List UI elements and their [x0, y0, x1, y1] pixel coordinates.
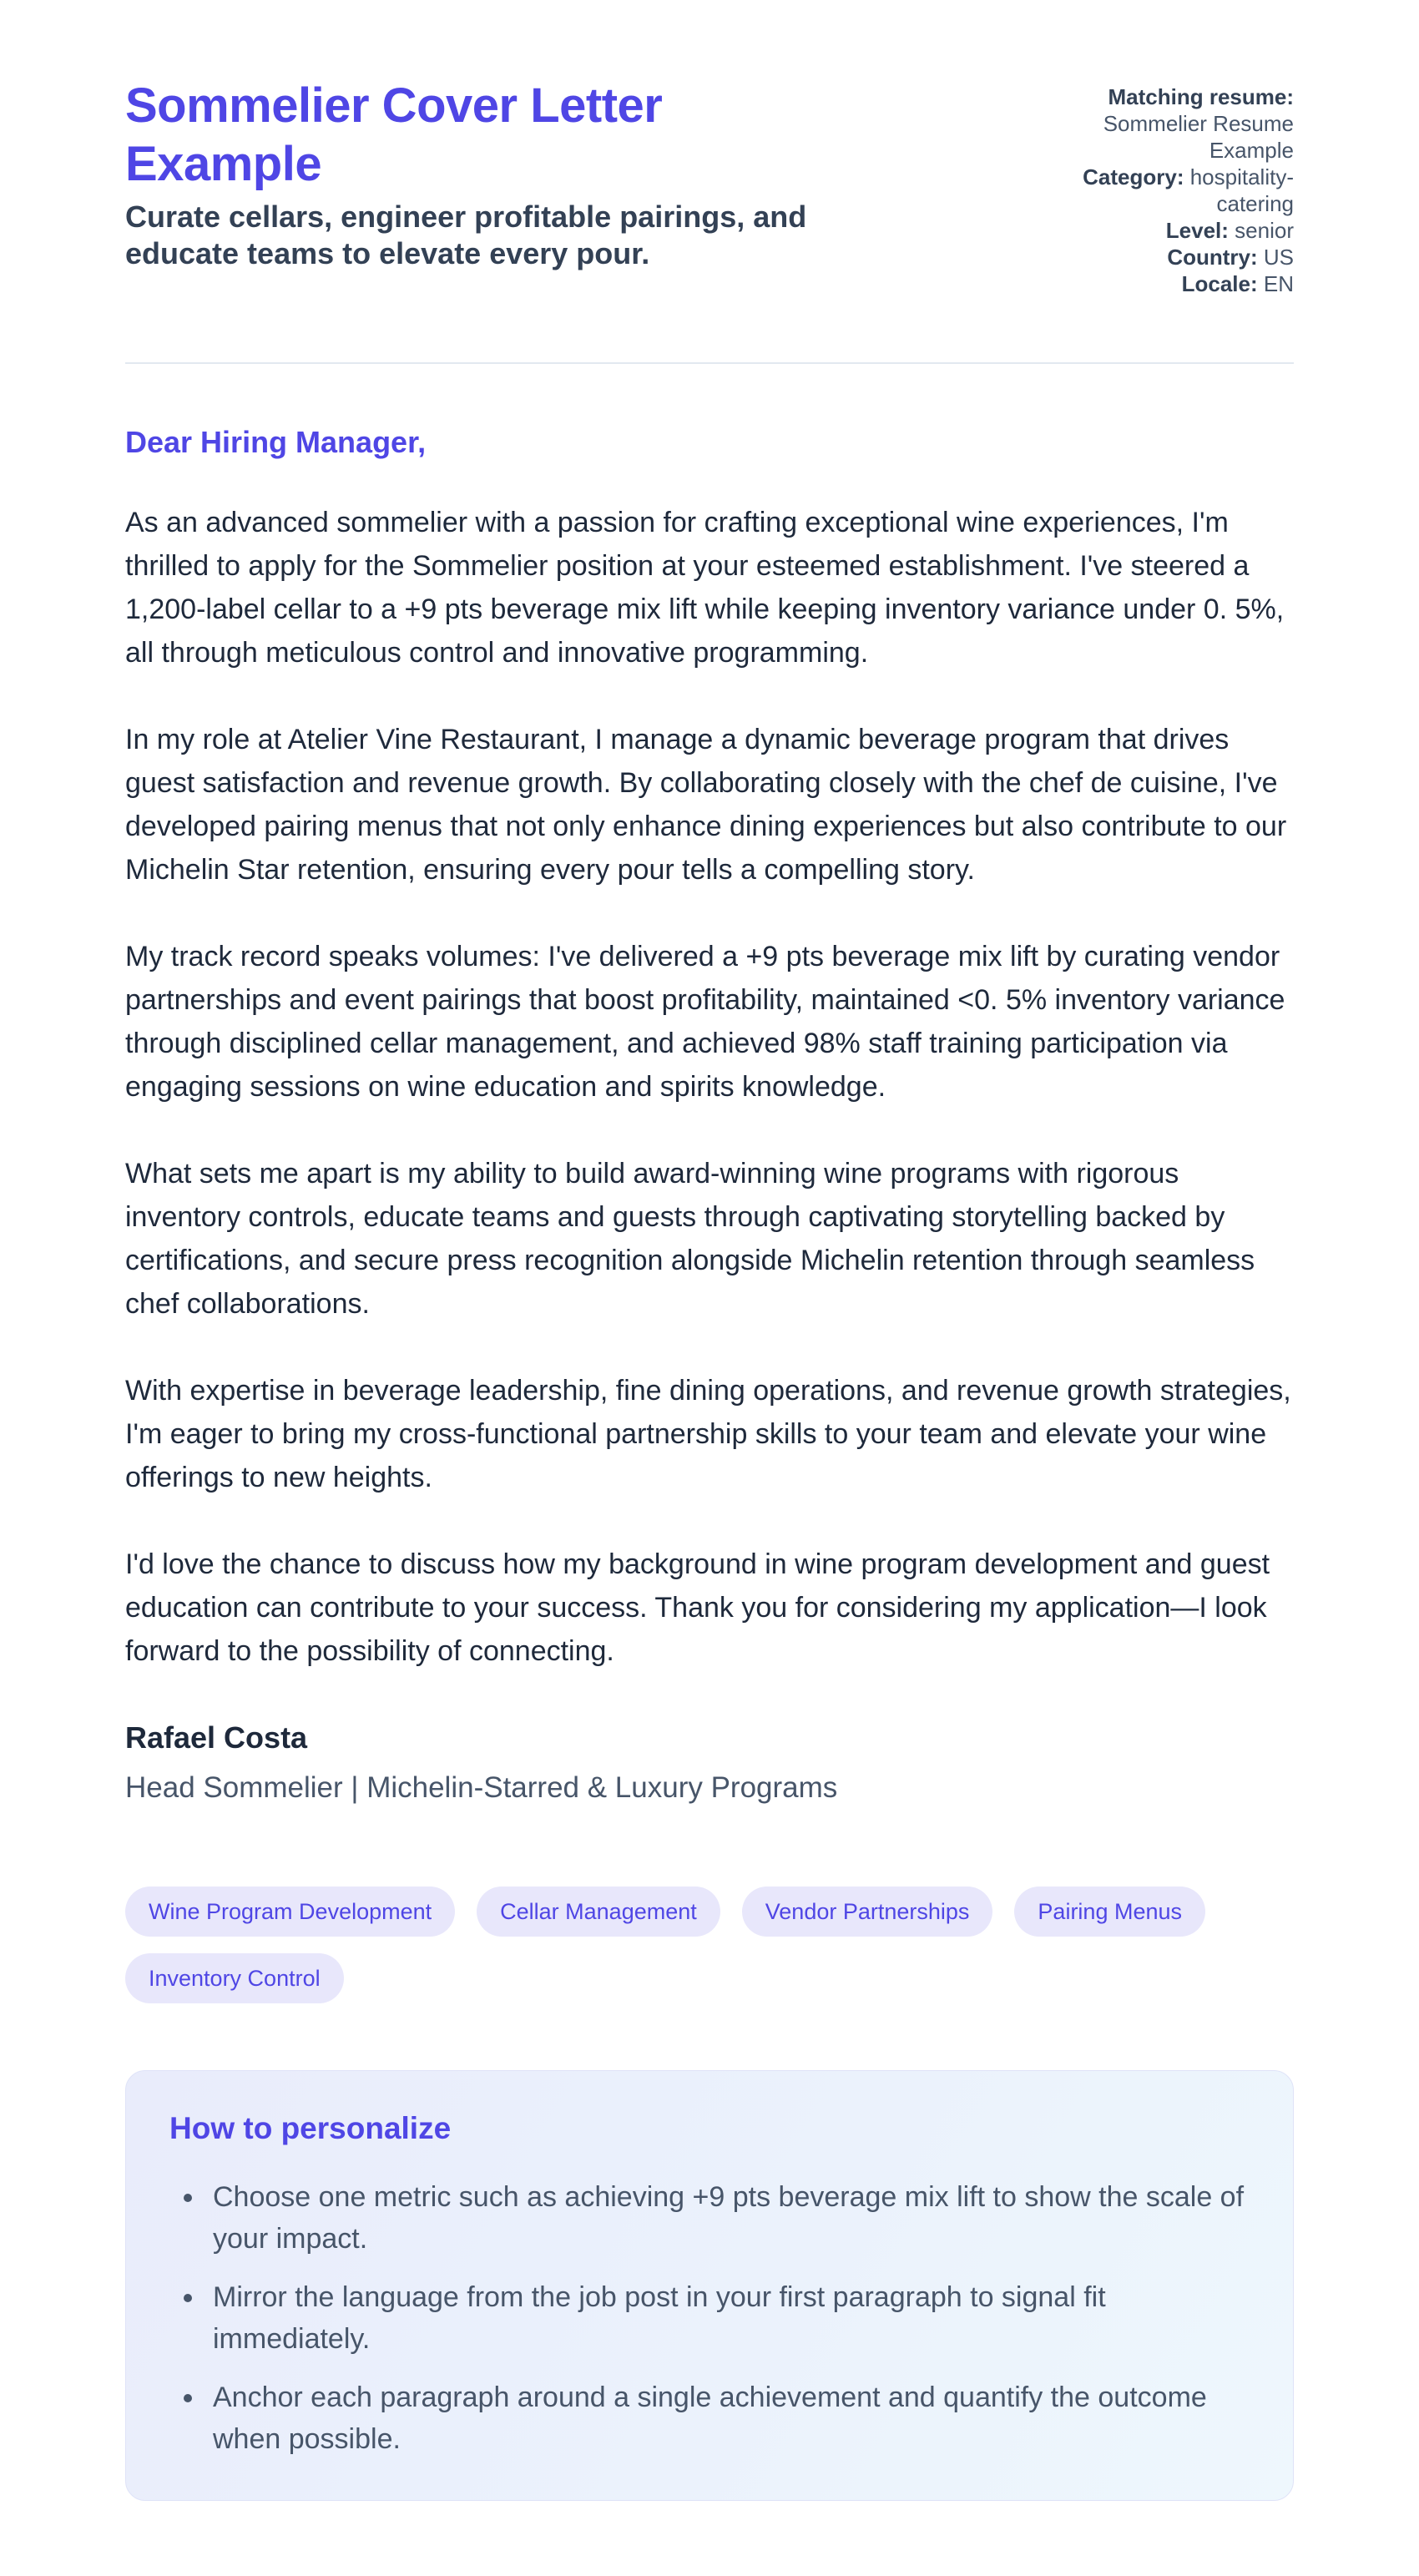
signature-name: Rafael Costa: [125, 1720, 308, 1755]
meta-label: Locale:: [1181, 271, 1258, 296]
meta-row-category: [1060, 164, 1294, 217]
letter-paragraph: In my role at Atelier Vine Restaurant, I manage a dynamic beverage program that drives guest satisfaction and revenue growth. By collaborating closely with the chef de cuisine, I've developed pairing menus that not only enhance dining experiences but also contribute to our Michelin Star retention, ensuring every pour tells a compelling story.: [125, 724, 1287, 886]
skill-tags: [125, 1887, 1294, 2003]
letter-paragraph: As an advanced sommelier with a passion for crafting exceptional wine experiences, I'm thrilled to apply for the Sommelier position at your esteemed establishment. I've steered a 1,200-label cellar to a +9 pts beverage mix lift while keeping inventory variance under 0. 5%, all through meticulous control and innovative programming.: [125, 507, 1285, 669]
tips-list: [169, 2176, 1250, 2460]
meta-row-country: [1060, 244, 1294, 270]
tips-item: • Mirror the language from the job post in your first paragraph to signal fit immediately.: [206, 2276, 1250, 2360]
tag-cellar-management[interactable]: Cellar Management: [477, 1887, 720, 1937]
header-divider: [125, 362, 1294, 364]
tips-title: How to personalize: [169, 2111, 452, 2145]
meta-label: Level:: [1165, 218, 1229, 243]
meta-value: EN: [1263, 271, 1294, 296]
page-subtitle: Curate cellars, engineer profitable pairings, and educate teams to elevate every pour.: [125, 200, 807, 270]
letter-paragraph: My track record speaks volumes: I've delivered a +9 pts beverage mix lift by curating vendor partnerships and event pairings that boost profitability, maintained <0. 5% inventory variance through disciplined cellar management, and achieved 98% staff training participation via engaging sessions on wine education and spirits knowledge.: [125, 941, 1285, 1103]
meta-label: Country:: [1167, 245, 1258, 270]
letter-greeting: Dear Hiring Manager,: [125, 425, 427, 459]
tag-vendor-partnerships[interactable]: Vendor Partnerships: [742, 1887, 993, 1937]
meta-value: hospitality-catering: [1189, 164, 1294, 216]
tag-pairing-menus[interactable]: Pairing Menus: [1014, 1887, 1205, 1937]
meta-label: Category:: [1083, 164, 1184, 189]
tag-wine-program-development[interactable]: Wine Program Development: [125, 1887, 455, 1937]
meta-row-level: [1060, 217, 1294, 244]
meta-row-locale: [1060, 270, 1294, 297]
signature-block: [125, 1720, 1294, 1806]
tag-inventory-control[interactable]: Inventory Control: [125, 1953, 344, 2003]
meta-row-matching-resume: [1060, 83, 1294, 164]
tips-item: • Choose one metric such as achieving +9 pts beverage mix lift to show the scale of your impact.: [206, 2176, 1250, 2260]
how-to-personalize-box: [125, 2070, 1294, 2501]
page-title: Sommelier Cover Letter Example: [125, 78, 663, 191]
cover-letter-body: [125, 424, 1294, 1673]
signature-role: Head Sommelier | Michelin-Starred & Luxury Programs: [125, 1771, 838, 1804]
meta-label: Matching resume:: [1108, 84, 1294, 109]
meta-value: US: [1263, 245, 1294, 270]
meta-value: senior: [1235, 218, 1294, 243]
meta-value: Sommelier Resume Example: [1103, 111, 1294, 163]
tips-item: • Anchor each paragraph around a single achievement and quantify the outcome when possible.: [206, 2376, 1250, 2460]
letter-paragraph: What sets me apart is my ability to build award-winning wine programs with rigorous inventory controls, educate teams and guests through captivating storytelling backed by certifications, and secure press recognition alongside Michelin retention through seamless chef collaborations.: [125, 1158, 1255, 1320]
header-titles: [125, 77, 1027, 272]
letter-paragraph: I'd love the chance to discuss how my background in wine program development and guest education can contribute to your success. Thank you for considering my application—I look forward to the possibility of connecting.: [125, 1548, 1270, 1667]
meta-panel: [1060, 77, 1294, 297]
cover-letter-page: [125, 0, 1294, 2576]
page-header: [125, 77, 1294, 297]
letter-paragraph: With expertise in beverage leadership, fine dining operations, and revenue growth strategies, I'm eager to bring my cross-functional partnership skills to your team and elevate your wine offerings to new heights.: [125, 1375, 1291, 1493]
